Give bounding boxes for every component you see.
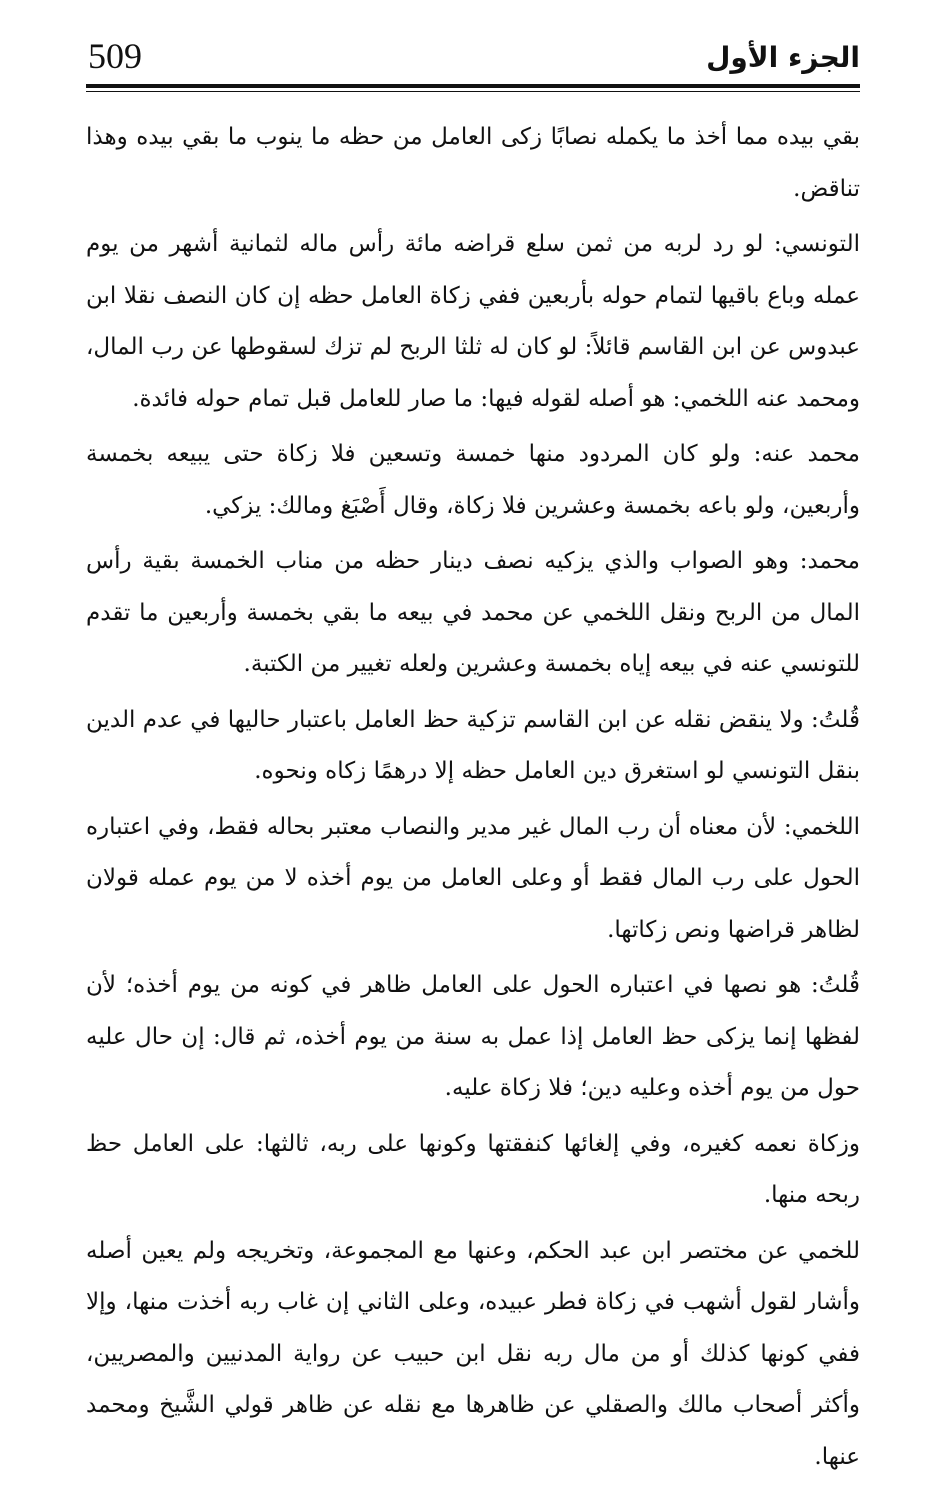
header-rule-thick bbox=[86, 84, 860, 88]
paragraph: وزكاة نعمه كغيره، وفي إلغائها كنفقتها وكونها على ربه، ثالثها: على العامل حظ ربحه منها. bbox=[86, 1130, 860, 1208]
body-text bbox=[86, 112, 860, 1487]
paragraph: قُلتُ: ولا ينقض نقله عن ابن القاسم تزكية حظ العامل باعتبار حاليها في عدم الدين بنقل التونسي لو استغرق دين العامل حظه إلا درهمًا زكاه ونحوه. bbox=[86, 706, 860, 784]
page-header bbox=[86, 34, 860, 96]
running-title: الجزء الأول bbox=[706, 41, 860, 74]
paragraph: قُلتُ: هو نصها في اعتباره الحول على العامل ظاهر في كونه من يوم أخذه؛ لأن لفظها إنما يزكى حظ العامل إذا عمل به سنة من يوم أخذه، ثم قال: إن حال عليه حول من يوم أخذه وعليه دين؛ فلا زكاة عليه. bbox=[86, 972, 860, 1101]
paragraph: بقي بيده مما أخذ ما يكمله نصابًا زكى العامل من حظه ما ينوب ما بقي بيده وهذا تناقض. bbox=[86, 124, 860, 202]
page-number: 509 bbox=[88, 36, 142, 76]
paragraph: محمد عنه: ولو كان المردود منها خمسة وتسعين فلا زكاة حتى يبيعه بخمسة وأربعين، ولو باعه بخمسة وعشرين فلا زكاة، وقال أَصْبَغ ومالك: يزكي. bbox=[86, 441, 860, 519]
header-rule-thin bbox=[86, 91, 860, 92]
paragraph: محمد: وهو الصواب والذي يزكيه نصف دينار حظه من مناب الخمسة بقية رأس المال من الربح ونقل اللخمي عن محمد في بيعه ما بقي بخمسة وأربعين ما تقدم للتونسي عنه في بيعه إياه بخمسة وعشرين ولعله تغيير من الكتبة. bbox=[86, 548, 860, 677]
paragraph: اللخمي: لأن معناه أن رب المال غير مدير والنصاب معتبر بحاله فقط، وفي اعتباره الحول على رب المال فقط أو وعلى العامل من يوم أخذه لا من يوم عمله قولان لظاهر قراضها ونص زكاتها. bbox=[86, 813, 860, 943]
paragraph: للخمي عن مختصر ابن عبد الحكم، وعنها مع المجموعة، وتخريجه ولم يعين أصله وأشار لقول أشهب في زكاة فطر عبيده، وعلى الثاني إن غاب ربه أخذت منها، وإلا ففي كونها كذلك أو من مال ربه نقل ابن حبيب عن رواية المدنيين والمصريين، وأكثر أصحاب مالك والصقلي عن ظاهرها مع نقله عن ظاهر قولي الشَّيخ ومحمد عنها. bbox=[86, 1237, 860, 1470]
paragraph: التونسي: لو رد لربه من ثمن سلع قراضه مائة رأس ماله لثمانية أشهر من يوم عمله وباع باقيها لتمام حوله بأربعين ففي زكاة العامل حظه إن كان النصف نقلا ابن عبدوس عن ابن القاسم قائلاً: لو كان له ثلثا الربح لم تزك لسقوطها عن رب المال، ومحمد عنه اللخمي: هو أصله لقوله فيها: ما صار للعامل قبل تمام حوله فائدة. bbox=[86, 231, 860, 412]
